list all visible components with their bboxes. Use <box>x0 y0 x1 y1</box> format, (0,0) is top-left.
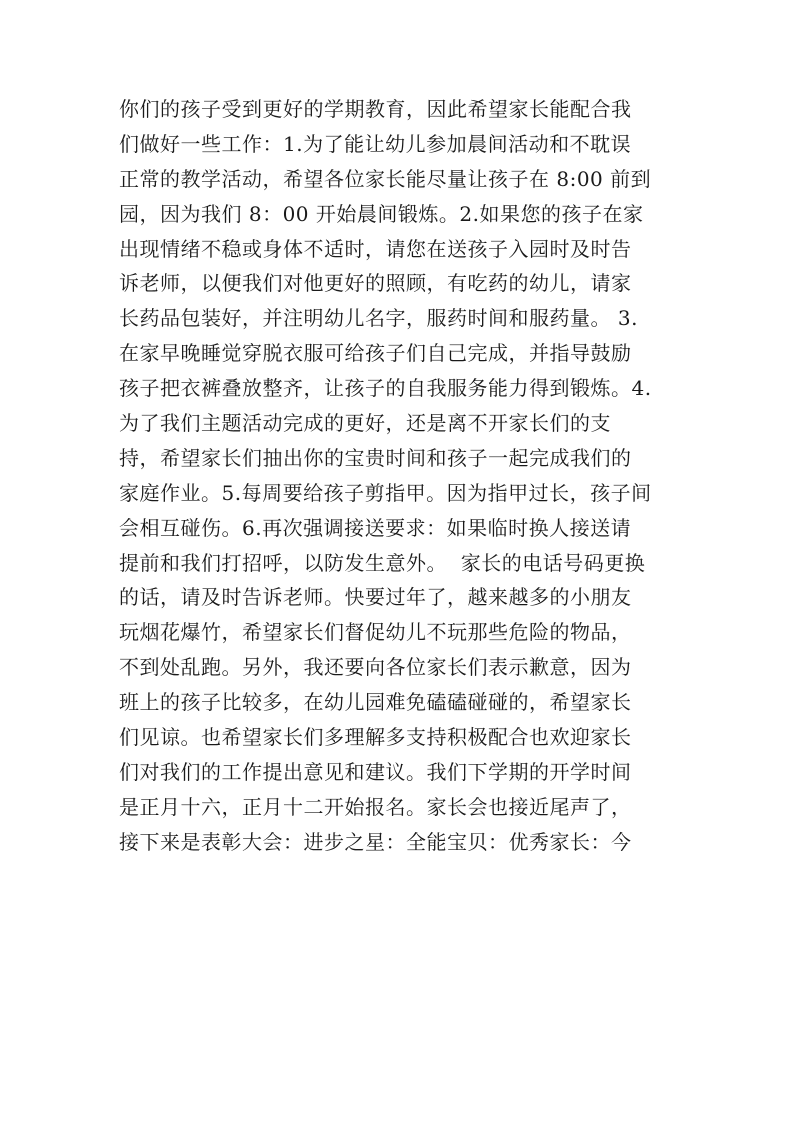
text-line: 们做好一些工作：1.为了能让幼儿参加晨间活动和不耽误 <box>119 131 632 156</box>
text-line: 们见谅。也希望家长们多理解多支持积极配合也欢迎家长 <box>119 725 632 750</box>
text-line: 在家早晚睡觉穿脱衣服可给孩子们自己完成，并指导鼓励 <box>119 341 632 366</box>
text-line: 的话，请及时告诉老师。快要过年了，越来越多的小朋友 <box>119 585 632 610</box>
text-line: 提前和我们打招呼，以防发生意外。 家长的电话号码更换 <box>119 550 646 575</box>
text-line: 园，因为我们 8：00 开始晨间锻炼。2.如果您的孩子在家 <box>119 201 644 226</box>
text-line: 你们的孩子受到更好的学期教育，因此希望家长能配合我 <box>119 97 632 121</box>
text-line: 会相互碰伤。6.再次强调接送要求：如果临时换人接送请 <box>119 515 632 540</box>
text-line: 诉老师，以便我们对他更好的照顾，有吃药的幼儿，请家 <box>119 271 632 296</box>
text-line: 出现情绪不稳或身体不适时，请您在送孩子入园时及时告 <box>119 236 632 261</box>
document-body <box>119 92 699 860</box>
text-line: 玩烟花爆竹，希望家长们督促幼儿不玩那些危险的物品， <box>119 620 632 645</box>
text-line: 孩子把衣裤叠放整齐，让孩子的自我服务能力得到锻炼。4. <box>119 376 652 401</box>
text-line: 正常的教学活动，希望各位家长能尽量让孩子在 8:00 前到 <box>119 166 652 191</box>
text-line: 们对我们的工作提出意见和建议。我们下学期的开学时间 <box>119 759 632 784</box>
text-line: 是正月十六，正月十二开始报名。家长会也接近尾声了， <box>119 794 632 819</box>
text-line: 持，希望家长们抽出你的宝贵时间和孩子一起完成我们的 <box>119 445 632 470</box>
text-line: 家庭作业。5.每周要给孩子剪指甲。因为指甲过长，孩子间 <box>119 480 652 505</box>
text-line: 班上的孩子比较多，在幼儿园难免磕磕碰碰的，希望家长 <box>119 690 632 715</box>
text-line: 接下来是表彰大会：进步之星：全能宝贝：优秀家长：今 <box>119 829 632 854</box>
text-line: 为了我们主题活动完成的更好，还是离不开家长们的支 <box>119 411 611 436</box>
text-line: 不到处乱跑。另外，我还要向各位家长们表示歉意，因为 <box>119 655 632 680</box>
text-line: 长药品包装好，并注明幼儿名字，服药时间和服药量。 3. <box>119 306 638 331</box>
